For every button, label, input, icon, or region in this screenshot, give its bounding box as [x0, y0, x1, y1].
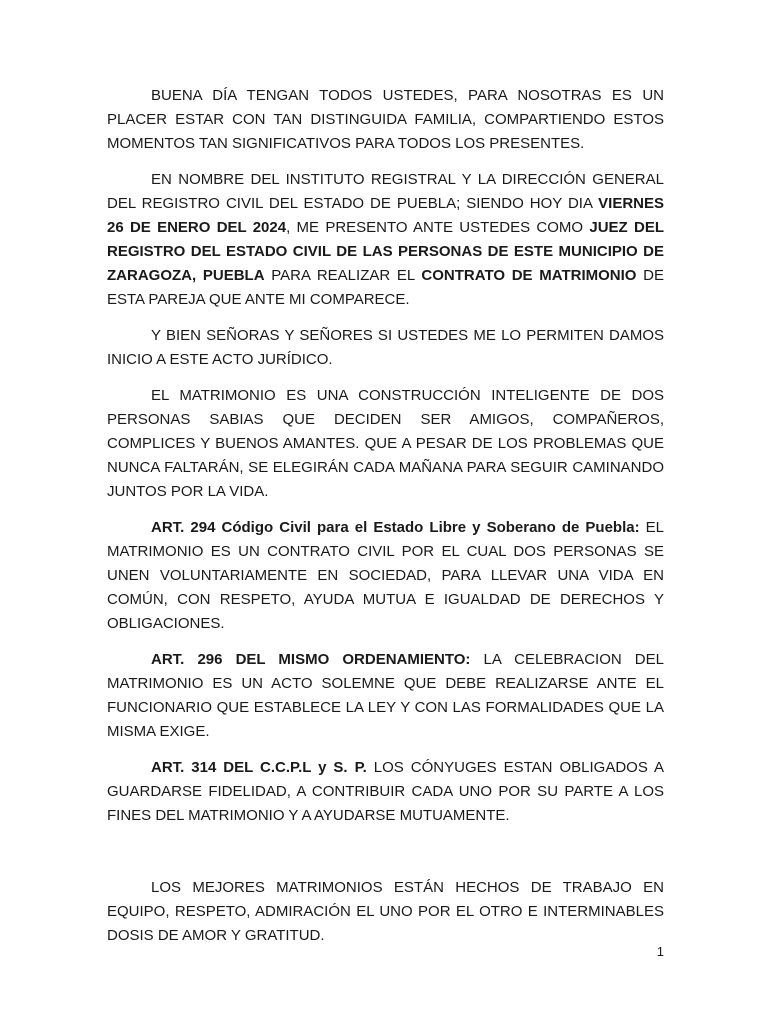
- page-number: 1: [656, 944, 664, 959]
- paragraph-closing: [107, 876, 664, 948]
- paragraph-article-296: [107, 648, 664, 744]
- paragraph-text: , ME PRESENTO ANTE USTEDES COMO: [286, 219, 590, 236]
- contract-highlight: CONTRATO DE MATRIMONIO: [421, 267, 637, 284]
- paragraph-text: LA CELEBRACION DEL MATRIMONIO ES UN ACTO SOLEMNE QUE DEBE REALIZARSE ANTE EL FUNCIONARIO QUE ESTABLECE LA LEY Y CON LAS FORMALIDADES QUE LA MISMA EXIGE.: [107, 651, 664, 740]
- paragraph-marriage-definition: [107, 384, 664, 504]
- paragraph-text: EN NOMBRE DEL INSTITUTO REGISTRAL Y LA DIRECCIÓN GENERAL DEL REGISTRO CIVIL DEL ESTADO DE PUEBLA; SIENDO HOY DIA: [107, 171, 664, 212]
- paragraph-introduction: [107, 168, 664, 312]
- paragraph-text: EL MATRIMONIO ES UN CONTRATO CIVIL POR EL CUAL DOS PERSONAS SE UNEN VOLUNTARIAMENTE EN SOCIEDAD, PARA LLEVAR UNA VIDA EN COMÚN, CON RESPETO, AYUDA MUTUA E IGUALDAD DE DERECHOS Y OBLIGACIONES.: [107, 519, 664, 632]
- paragraph-text: DE ESTA PAREJA QUE ANTE MI COMPARECE.: [107, 267, 664, 308]
- paragraph-greeting: [107, 84, 664, 156]
- paragraph-text: EL MATRIMONIO ES UNA CONSTRUCCIÓN INTELIGENTE DE DOS PERSONAS SABIAS QUE DECIDEN SER AMIGOS, COMPAÑEROS, COMPLICES Y BUENOS AMANTES. QUE A PESAR DE LOS PROBLEMAS QUE NUNCA FALTARÁN, SE ELEGIRÁN CADA MAÑANA PARA SEGUIR CAMINANDO JUNTOS POR LA VIDA.: [107, 387, 664, 500]
- blank-space: [107, 840, 664, 876]
- judge-title-highlight: JUEZ DEL REGISTRO DEL ESTADO CIVIL DE LAS PERSONAS DE ESTE MUNICIPIO DE ZARAGOZA, PUEBLA: [107, 219, 664, 284]
- article-314-heading: ART. 314 DEL C.C.P.L y S. P.: [151, 759, 367, 776]
- document-page: [107, 84, 664, 960]
- paragraph-article-294: [107, 516, 664, 636]
- article-296-heading: ART. 296 DEL MISMO ORDENAMIENTO:: [151, 651, 471, 668]
- paragraph-text: Y BIEN SEÑORAS Y SEÑORES SI USTEDES ME LO PERMITEN DAMOS INICIO A ESTE ACTO JURÍDICO.: [107, 327, 664, 368]
- paragraph-text: LOS MEJORES MATRIMONIOS ESTÁN HECHOS DE TRABAJO EN EQUIPO, RESPETO, ADMIRACIÓN EL UNO POR EL OTRO E INTERMINABLES DOSIS DE AMOR Y GRATITUD.: [107, 879, 664, 944]
- paragraph-article-314: [107, 756, 664, 828]
- paragraph-text: PARA REALIZAR EL: [264, 267, 422, 284]
- paragraph-opening: [107, 324, 664, 372]
- paragraph-text: LOS CÓNYUGES ESTAN OBLIGADOS A GUARDARSE FIDELIDAD, A CONTRIBUIR CADA UNO POR SU PARTE A LOS FINES DEL MATRIMONIO Y A AYUDARSE MUTUAMENTE.: [107, 759, 664, 824]
- article-294-heading: ART. 294 Código Civil para el Estado Libre y Soberano de Puebla:: [151, 519, 640, 536]
- date-highlight: VIERNES 26 DE ENERO DEL 2024: [107, 195, 664, 236]
- paragraph-text: BUENA DÍA TENGAN TODOS USTEDES, PARA NOSOTRAS ES UN PLACER ESTAR CON TAN DISTINGUIDA FAMILIA, COMPARTIENDO ESTOS MOMENTOS TAN SIGNIFICATIVOS PARA TODOS LOS PRESENTES.: [107, 87, 664, 152]
